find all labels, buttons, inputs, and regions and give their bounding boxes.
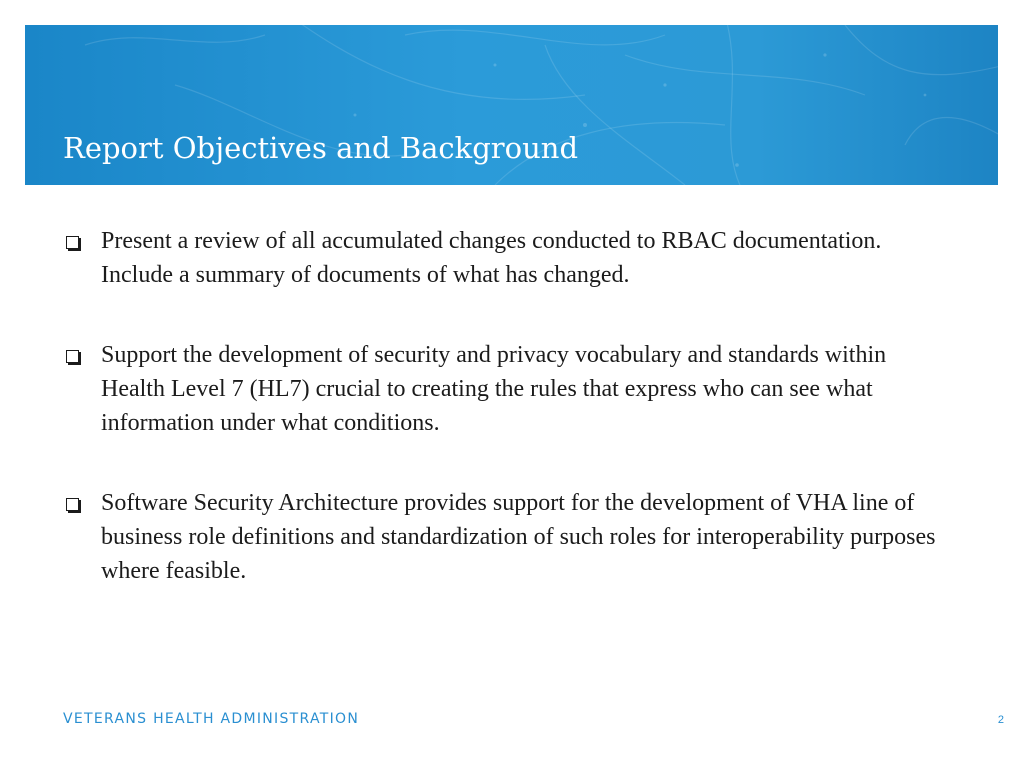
bullet-item	[64, 224, 954, 292]
bullet-text: Support the development of security and privacy vocabulary and standards within Health Level 7 (HL7) crucial to creating the rules that express who can see what information under what conditions.	[101, 342, 887, 436]
bullet-text: Present a review of all accumulated changes conducted to RBAC documentation. Include a summary of documents of what has changed.	[101, 228, 882, 288]
checkbox-icon	[66, 236, 79, 249]
page-number: 2	[997, 714, 1004, 726]
checkbox-icon	[66, 350, 79, 363]
bullet-item	[64, 486, 954, 588]
bullet-text: Software Security Architecture provides support for the development of VHA line of business role definitions and standardization of such roles for interoperability purposes where feasible.	[101, 490, 936, 584]
title-banner	[25, 25, 998, 185]
checkbox-icon	[66, 498, 79, 511]
slide-title: Report Objectives and Background	[63, 131, 579, 165]
footer-organization: VETERANS HEALTH ADMINISTRATION	[63, 711, 360, 727]
bullet-item	[64, 338, 954, 440]
bullet-list	[64, 224, 954, 634]
